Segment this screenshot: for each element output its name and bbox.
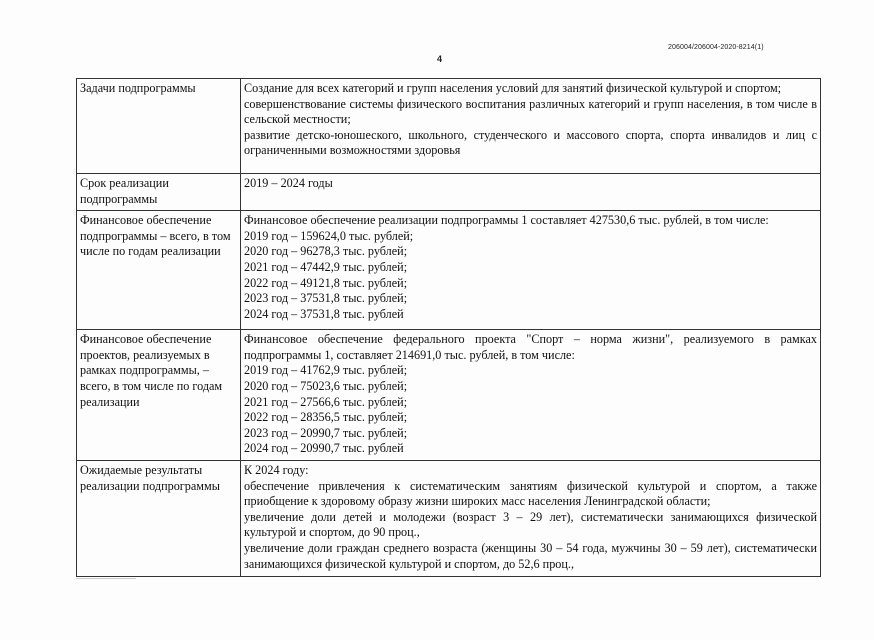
content-line: 2022 год – 28356,5 тыс. рублей; — [244, 410, 408, 425]
row-label: Финансовое обеспечение проектов, реализуемых в рамках подпрограммы, – всего, в том числе по годам реализации — [77, 330, 241, 461]
table-row-term — [77, 174, 821, 211]
content-line: 2024 год – 20990,7 тыс. рублей — [244, 441, 404, 456]
row-label: Срок реализации подпрограммы — [77, 174, 241, 211]
table-row-financing — [77, 211, 821, 330]
row-label: Финансовое обеспечение подпрограммы – всего, в том числе по годам реализации — [77, 211, 241, 330]
content-line: увеличение доли детей и молодежи (возраст 3 – 29 лет), систематически занимающихся физической культурой и спортом, до 90 проц., — [244, 509, 817, 540]
content-line: обеспечение привлечения к систематическим занятиям физической культурой и спортом, а также приобщение к здоровому образу жизни широких масс населения Ленинградской области; — [244, 478, 817, 509]
subprogram-passport-table — [76, 78, 821, 577]
content-line: увеличение доли граждан среднего возраста (женщины 30 – 54 года, мужчины 30 – 59 лет), систематически занимающихся физической культурой и спортом, до 52,6 проц., — [244, 540, 817, 571]
content-line: К 2024 году: — [244, 462, 309, 477]
row-content — [241, 211, 821, 330]
row-content — [241, 174, 821, 211]
content-line: 2023 год – 37531,8 тыс. рублей; — [244, 291, 408, 306]
content-line: 2021 год – 27566,6 тыс. рублей; — [244, 394, 408, 409]
table-row-expected-results — [77, 460, 821, 576]
table-row-tasks — [77, 79, 821, 174]
content-line: 2019 год – 159624,0 тыс. рублей; — [244, 228, 414, 243]
page-divider — [76, 578, 136, 579]
content-line: 2023 год – 20990,7 тыс. рублей; — [244, 425, 408, 440]
row-content — [241, 79, 821, 174]
page-number: 4 — [437, 54, 443, 64]
content-line: 2021 год – 47442,9 тыс. рублей; — [244, 259, 408, 274]
row-label: Ожидаемые результаты реализации подпрограммы — [77, 460, 241, 576]
row-content — [241, 460, 821, 576]
content-line: развитие детско-юношеского, школьного, студенческого и массового спорта, спорта инвалидов и лиц с ограниченными возможностями здоровья — [244, 127, 817, 158]
content-line: 2020 год – 75023,6 тыс. рублей; — [244, 378, 408, 393]
content-line: совершенствование системы физического воспитания различных категорий и групп населения, в том числе в сельской местности; — [244, 96, 817, 127]
table-row-project-financing — [77, 330, 821, 461]
content-line: 2019 год – 41762,9 тыс. рублей; — [244, 363, 408, 378]
content-line: 2020 год – 96278,3 тыс. рублей; — [244, 244, 408, 259]
content-line: Создание для всех категорий и групп населения условий для занятий физической культурой и спортом; — [244, 81, 782, 95]
content-line: 2024 год – 37531,8 тыс. рублей — [244, 306, 404, 321]
content-line: Финансовое обеспечение федерального проекта "Спорт – норма жизни", реализуемого в рамках подпрограммы 1, составляет 214691,0 тыс. рублей, в том числе: — [244, 332, 817, 362]
content-line: Финансовое обеспечение реализации подпрограммы 1 составляет 427530,6 тыс. рублей, в том числе: — [244, 213, 769, 228]
content-line: 2019 – 2024 годы — [244, 176, 333, 190]
document-id: 206004/206004-2020-8214(1) — [668, 44, 764, 51]
row-content — [241, 330, 821, 461]
row-label: Задачи подпрограммы — [77, 79, 241, 174]
content-line: 2022 год – 49121,8 тыс. рублей; — [244, 275, 408, 290]
